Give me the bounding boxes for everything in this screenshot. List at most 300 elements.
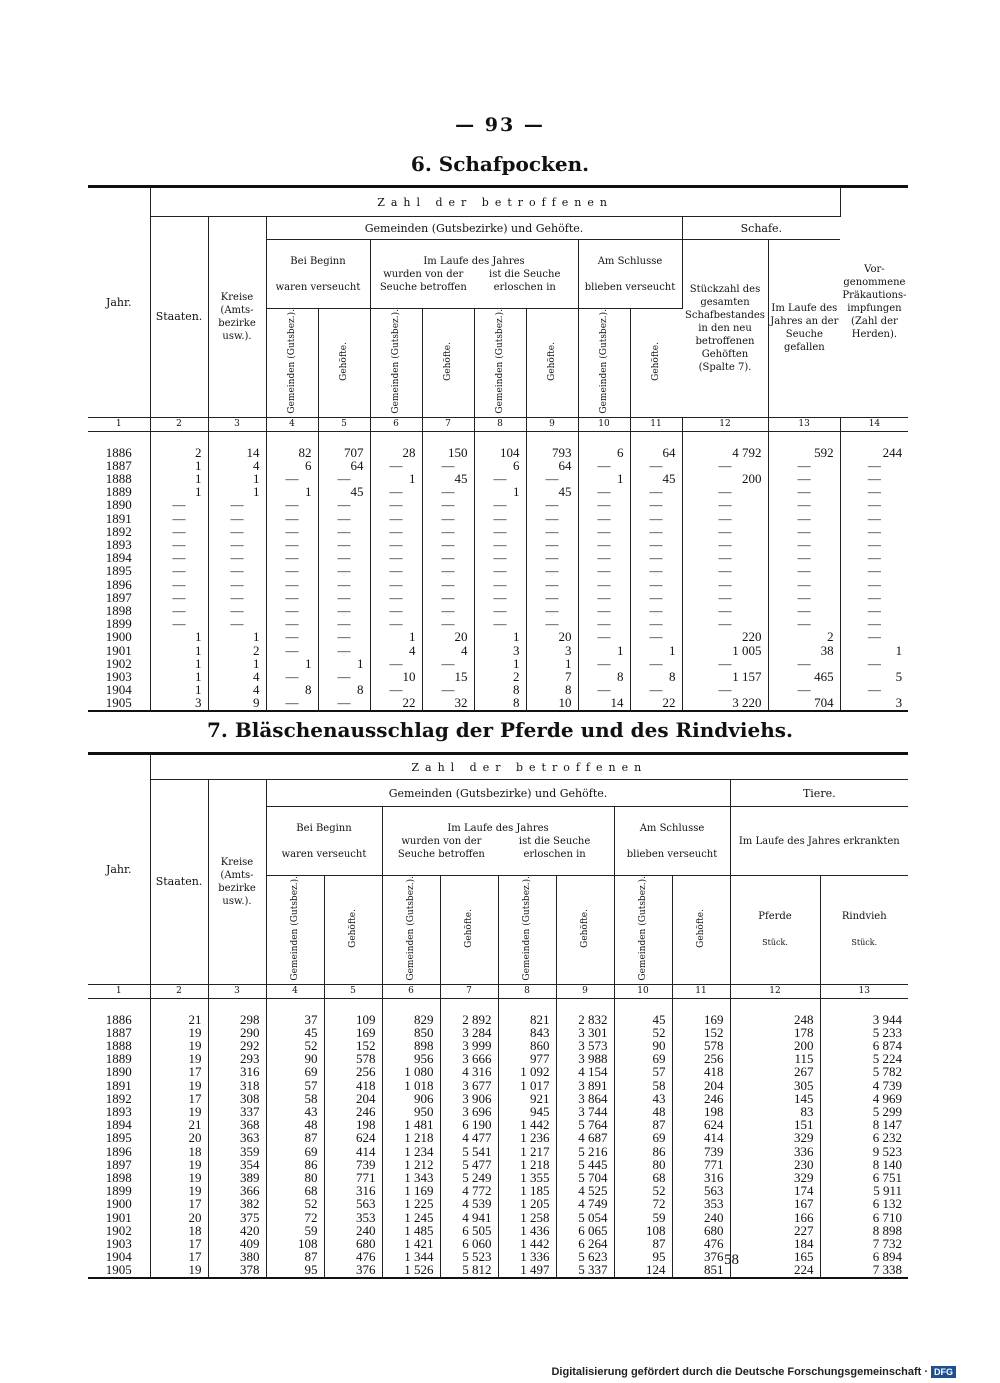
table-cell: 1 (150, 485, 208, 498)
table-cell: 20 (150, 1131, 208, 1144)
table-cell: 1 (474, 630, 526, 643)
table-cell: 3 891 (556, 1079, 614, 1092)
column-number: 6 (382, 984, 440, 998)
table-cell: — (422, 485, 474, 498)
rindvieh-label: Rindvieh (841, 911, 887, 923)
table-cell: 1 (266, 657, 318, 670)
table-cell: 771 (324, 1171, 382, 1184)
table-cell: 2 (208, 644, 266, 657)
table-cell: 420 (208, 1224, 266, 1237)
table-cell: 90 (614, 1039, 672, 1052)
year-cell: 1894 (88, 551, 150, 564)
table-cell: — (266, 472, 318, 485)
footer-text: Digitalisierung gefördert durch die Deutsche Forschungsgemeinschaft · (551, 1366, 928, 1378)
table-cell: 87 (614, 1237, 672, 1250)
table-cell: 18 (150, 1224, 208, 1237)
bei-beginn-label: Bei Beginn (296, 822, 352, 834)
header-gemeinden-8: Gemeinden (Gutsbez.). (494, 309, 505, 414)
table-cell: — (422, 591, 474, 604)
table-cell: — (370, 512, 422, 525)
table-cell: 57 (614, 1065, 672, 1078)
table-cell: — (768, 538, 840, 551)
table-cell: 1 236 (498, 1131, 556, 1144)
table-cell: 6 264 (556, 1237, 614, 1250)
table-cell: 87 (266, 1131, 324, 1144)
table-cell: 72 (614, 1197, 672, 1210)
table-cell: 256 (324, 1065, 382, 1078)
year-cell: 1903 (88, 1237, 150, 1250)
table-cell: — (630, 657, 682, 670)
table-cell: 95 (614, 1250, 672, 1263)
table-cell: 22 (630, 696, 682, 710)
table-cell: 850 (382, 1026, 440, 1039)
table-cell: 4 (370, 644, 422, 657)
header-gemeinden-group: Gemeinden (Gutsbezirke) und Gehöfte. (266, 217, 682, 240)
table-cell: 5 764 (556, 1118, 614, 1131)
table-cell: 378 (208, 1263, 266, 1277)
table-cell: — (682, 564, 768, 577)
table-cell: 1 (150, 459, 208, 472)
table-cell: 48 (266, 1118, 324, 1131)
table-row (88, 1039, 908, 1052)
year-cell: 1892 (88, 525, 150, 538)
column-number: 10 (614, 984, 672, 998)
table-cell: — (682, 604, 768, 617)
table-cell: 3 999 (440, 1039, 498, 1052)
table-cell: — (208, 551, 266, 564)
year-cell: 1889 (88, 485, 150, 498)
header-rindvieh (820, 876, 908, 985)
table-cell: — (266, 564, 318, 577)
header-gehoefte-5: Gehöfte. (347, 908, 358, 948)
table-cell: 793 (526, 446, 578, 459)
table-cell: 624 (324, 1131, 382, 1144)
table-cell: 1 005 (682, 644, 768, 657)
table-row (88, 696, 908, 710)
table-cell: 821 (498, 1013, 556, 1026)
table-cell: 476 (672, 1237, 730, 1250)
table-cell: — (474, 538, 526, 551)
table-row (88, 670, 908, 683)
table-cell: 68 (266, 1184, 324, 1197)
header-gehoefte-5: Gehöfte. (338, 341, 349, 381)
table-cell: — (474, 498, 526, 511)
table-cell: 52 (266, 1197, 324, 1210)
table-cell: 5 224 (872, 1052, 903, 1066)
pferde-label: Pferde (758, 911, 792, 923)
table-cell: — (768, 683, 840, 696)
table-row (88, 683, 908, 696)
table-cell: 354 (208, 1158, 266, 1171)
table-cell: 305 (730, 1079, 820, 1092)
table-cell: 6 132 (872, 1197, 903, 1211)
table-cell: — (578, 551, 630, 564)
table-cell: 6 065 (556, 1224, 614, 1237)
header-pferde (730, 876, 820, 985)
table-cell: 5 812 (440, 1263, 498, 1277)
table-cell: 1 212 (382, 1158, 440, 1171)
table-cell: — (266, 604, 318, 617)
table-cell: — (867, 538, 881, 552)
table-cell: — (266, 512, 318, 525)
table-cell: — (630, 498, 682, 511)
table-cell: 6 751 (872, 1171, 903, 1185)
table-cell: — (422, 538, 474, 551)
table-cell: 8 (318, 683, 370, 696)
table-cell: 1 (474, 485, 526, 498)
table-cell: — (526, 498, 578, 511)
header-gehoefte-9: Gehöfte. (579, 908, 590, 948)
table-cell: — (370, 498, 422, 511)
table-cell: — (578, 617, 630, 630)
table-cell: 860 (498, 1039, 556, 1052)
year-cell: 1893 (88, 1105, 150, 1118)
table-cell: 10 (370, 670, 422, 683)
table-cell: 3 (526, 644, 578, 657)
table-cell: — (630, 591, 682, 604)
table-cell: — (208, 525, 266, 538)
table-cell: — (630, 538, 682, 551)
table-cell: 418 (672, 1065, 730, 1078)
table-cell: — (682, 578, 768, 591)
table-cell: — (768, 578, 840, 591)
table-cell: — (526, 551, 578, 564)
table-cell: 69 (614, 1052, 672, 1065)
header-im-laufe (382, 807, 614, 876)
column-number: 9 (556, 984, 614, 998)
table-cell: — (422, 564, 474, 577)
table-cell: 4 154 (556, 1065, 614, 1078)
year-cell: 1901 (88, 1211, 150, 1224)
table-cell: — (578, 485, 630, 498)
table-cell: 3 (150, 696, 208, 710)
table-cell: 198 (672, 1105, 730, 1118)
table-cell: — (474, 472, 526, 485)
table-row (88, 538, 908, 551)
table-cell: 704 (768, 696, 840, 710)
table-cell: 1 080 (382, 1065, 440, 1078)
table-cell: — (867, 617, 881, 631)
table-cell: 3 696 (440, 1105, 498, 1118)
year-cell: 1887 (88, 1026, 150, 1039)
table-cell: 4 316 (440, 1065, 498, 1078)
table-cell: 150 (422, 446, 474, 459)
table-cell: 200 (682, 472, 768, 485)
table-cell: — (318, 630, 370, 643)
table-cell: 418 (324, 1079, 382, 1092)
header-tiere-group: Tiere. (730, 780, 908, 807)
table-cell: 19 (150, 1184, 208, 1197)
table-cell: 843 (498, 1026, 556, 1039)
table-cell: 6 874 (872, 1039, 903, 1053)
table-row (88, 1237, 908, 1250)
table-cell: — (474, 604, 526, 617)
table-cell: 329 (730, 1131, 820, 1144)
table-cell: 1 442 (498, 1118, 556, 1131)
table-cell: 15 (422, 670, 474, 683)
year-cell: 1889 (88, 1052, 150, 1065)
table-cell: — (526, 617, 578, 630)
table-cell: 152 (324, 1039, 382, 1052)
table-cell: 2 832 (556, 1013, 614, 1026)
table-cell: — (578, 604, 630, 617)
table-cell: 82 (266, 446, 318, 459)
table-cell: 59 (614, 1211, 672, 1224)
table-cell: — (682, 459, 768, 472)
schafpocken-table (88, 185, 908, 712)
table-cell: — (578, 538, 630, 551)
table-cell: — (370, 525, 422, 538)
table-cell: 4 (422, 644, 474, 657)
table-cell: 165 (730, 1250, 820, 1263)
table-cell: 336 (730, 1145, 820, 1158)
table-cell: — (682, 538, 768, 551)
table-cell: 414 (324, 1145, 382, 1158)
table-cell: — (867, 485, 881, 499)
bei-beginn-sub: waren verseucht (275, 281, 361, 293)
table-cell: 3 677 (440, 1079, 498, 1092)
table-cell: 17 (150, 1197, 208, 1210)
table-cell: 1 (150, 472, 208, 485)
table-cell: 337 (208, 1105, 266, 1118)
year-cell: 1895 (88, 564, 150, 577)
table-cell: 19 (150, 1026, 208, 1039)
year-cell: 1886 (88, 1013, 150, 1026)
header-am-schlusse (578, 240, 682, 309)
table-cell: 1 (208, 485, 266, 498)
table-cell: 5 523 (440, 1250, 498, 1263)
table-cell: 1 (474, 657, 526, 670)
table-cell: 1 018 (382, 1079, 440, 1092)
table-cell: 17 (150, 1237, 208, 1250)
table-cell: 1 344 (382, 1250, 440, 1263)
table-cell: 8 147 (872, 1118, 903, 1132)
table-cell: — (682, 525, 768, 538)
table-cell: 5 216 (556, 1145, 614, 1158)
column-number: 8 (498, 984, 556, 998)
table-row (88, 1211, 908, 1224)
table-cell: 109 (324, 1013, 382, 1026)
table-cell: — (768, 512, 840, 525)
table-cell: 20 (526, 630, 578, 643)
table-cell: 1 442 (498, 1237, 556, 1250)
table-cell: — (867, 511, 881, 525)
table-cell: 45 (318, 485, 370, 498)
table-cell: — (768, 498, 840, 511)
table-cell: — (768, 459, 840, 472)
header-kreise: Kreise (Amts-bezirke usw.). (208, 780, 266, 985)
table-cell: — (150, 512, 208, 525)
section-6-title: 6. Schafpocken. (410, 152, 590, 176)
table-cell: 80 (614, 1158, 672, 1171)
am-schlusse-label: Am Schlusse (597, 255, 663, 267)
table-row (88, 1197, 908, 1210)
year-cell: 1890 (88, 1065, 150, 1078)
table-cell: — (208, 564, 266, 577)
table-cell: — (867, 472, 881, 486)
table-cell: 1 (150, 630, 208, 643)
table-cell: 18 (150, 1145, 208, 1158)
table-cell: 108 (614, 1224, 672, 1237)
table-cell: — (867, 630, 881, 644)
table-cell: — (630, 683, 682, 696)
table-cell: — (474, 525, 526, 538)
table-cell: — (422, 551, 474, 564)
table-cell: 6 (474, 459, 526, 472)
table-cell: — (422, 525, 474, 538)
table-cell: — (682, 657, 768, 670)
erloschen-label: ist die Seuche erloschen in (518, 835, 591, 860)
table-cell: 3 944 (872, 1012, 903, 1026)
column-number: 9 (526, 417, 578, 431)
table-cell: — (526, 538, 578, 551)
table-cell: 318 (208, 1079, 266, 1092)
column-number: 13 (768, 417, 840, 431)
table-cell: 5 911 (873, 1184, 903, 1198)
table-cell: 57 (266, 1079, 324, 1092)
header-gemeinden-8: Gemeinden (Gutsbez.). (521, 876, 532, 981)
table-cell: 5 233 (872, 1025, 903, 1039)
table-cell: 69 (614, 1131, 672, 1144)
table-cell: 563 (672, 1184, 730, 1197)
table-cell: 115 (730, 1052, 820, 1065)
table-cell: 578 (324, 1052, 382, 1065)
table-cell: 43 (266, 1105, 324, 1118)
table-cell: — (578, 591, 630, 604)
table-cell: — (150, 564, 208, 577)
table-cell: 6 232 (872, 1131, 903, 1145)
table-cell: — (578, 657, 630, 670)
table-cell: — (422, 604, 474, 617)
table-cell: 1 218 (498, 1158, 556, 1171)
table-cell: — (266, 630, 318, 643)
table-cell: 4 739 (872, 1078, 903, 1092)
table-cell: — (867, 604, 881, 618)
table-cell: — (578, 630, 630, 643)
table-cell: — (266, 670, 318, 683)
table-cell: — (578, 683, 630, 696)
table-cell: — (318, 525, 370, 538)
table-row (88, 525, 908, 538)
table-cell: — (682, 485, 768, 498)
table-cell: 58 (266, 1092, 324, 1105)
column-number: 2 (150, 417, 208, 431)
table-cell: 1 343 (382, 1171, 440, 1184)
table-cell: 3 220 (682, 696, 768, 710)
column-number: 4 (266, 984, 324, 998)
table-cell: 14 (208, 446, 266, 459)
table-cell: 1 (630, 644, 682, 657)
table-cell: 382 (208, 1197, 266, 1210)
table-cell: 19 (150, 1105, 208, 1118)
table-cell: 52 (614, 1026, 672, 1039)
table-row (88, 604, 908, 617)
table-cell: — (867, 564, 881, 578)
table-cell: 1 481 (382, 1118, 440, 1131)
header-kreise: Kreise (Amts-bezirke usw.). (208, 217, 266, 418)
table-cell: — (208, 604, 266, 617)
table-cell: 4 539 (440, 1197, 498, 1210)
table-cell: 17 (150, 1065, 208, 1078)
header-gehoefte-11: Gehöfte. (650, 341, 661, 381)
table-row (88, 551, 908, 564)
year-cell: 1888 (88, 1039, 150, 1052)
am-schlusse-label: Am Schlusse (639, 822, 705, 834)
table-row (88, 1052, 908, 1065)
table-cell: 1 225 (382, 1197, 440, 1210)
header-gehoefte-7: Gehöfte. (442, 341, 453, 381)
table-cell: 246 (324, 1105, 382, 1118)
year-cell: 1898 (88, 1171, 150, 1184)
table-cell: 86 (614, 1145, 672, 1158)
column-number: 1 (88, 984, 150, 998)
table-cell: 1 (578, 472, 630, 485)
year-cell: 1904 (88, 1250, 150, 1263)
column-number: 7 (440, 984, 498, 998)
table-cell: 1 258 (498, 1211, 556, 1224)
year-cell: 1902 (88, 657, 150, 670)
table-cell: — (318, 604, 370, 617)
table-cell: — (682, 683, 768, 696)
table-cell: 1 169 (382, 1184, 440, 1197)
table-cell: 58 (614, 1079, 672, 1092)
table-cell: — (266, 696, 318, 710)
table-cell: 167 (730, 1197, 820, 1210)
table-cell: — (474, 578, 526, 591)
table-cell: 224 (730, 1263, 820, 1277)
table-row (88, 498, 908, 511)
table-cell: 43 (614, 1092, 672, 1105)
table-cell: — (318, 591, 370, 604)
table-cell: 707 (318, 446, 370, 459)
table-cell: 59 (266, 1224, 324, 1237)
header-gemeinden-group: Gemeinden (Gutsbezirke) und Gehöfte. (266, 780, 730, 807)
year-cell: 1903 (88, 670, 150, 683)
year-cell: 1904 (88, 683, 150, 696)
table-cell: 376 (324, 1263, 382, 1277)
header-gehoefte-9: Gehöfte. (546, 341, 557, 381)
table-cell: 5 623 (556, 1250, 614, 1263)
table-cell: — (867, 551, 881, 565)
table-cell: — (266, 591, 318, 604)
table-row (88, 657, 908, 670)
table-cell: 256 (672, 1052, 730, 1065)
table-cell: 7 338 (820, 1263, 908, 1277)
table-cell: 64 (526, 459, 578, 472)
table-cell: 2 (768, 630, 840, 643)
year-cell: 1890 (88, 498, 150, 511)
header-gemeinden-6: Gemeinden (Gutsbez.). (390, 309, 401, 414)
table-cell: 4 749 (556, 1197, 614, 1210)
table-cell: 359 (208, 1145, 266, 1158)
table-cell: — (867, 524, 881, 539)
table-cell: 87 (266, 1250, 324, 1263)
table-cell: 64 (318, 459, 370, 472)
column-number: 5 (318, 417, 370, 431)
table-cell: 366 (208, 1184, 266, 1197)
year-cell: 1899 (88, 617, 150, 630)
table-cell: — (682, 512, 768, 525)
table-cell: — (422, 683, 474, 696)
table-cell: — (578, 512, 630, 525)
table-row (88, 1079, 908, 1092)
am-schlusse-sub: blieben verseucht (584, 281, 676, 293)
column-number: 1 (88, 417, 150, 431)
table-cell: 86 (266, 1158, 324, 1171)
table-cell: 2 892 (440, 1013, 498, 1026)
column-number: 3 (208, 417, 266, 431)
table-cell: — (422, 459, 474, 472)
